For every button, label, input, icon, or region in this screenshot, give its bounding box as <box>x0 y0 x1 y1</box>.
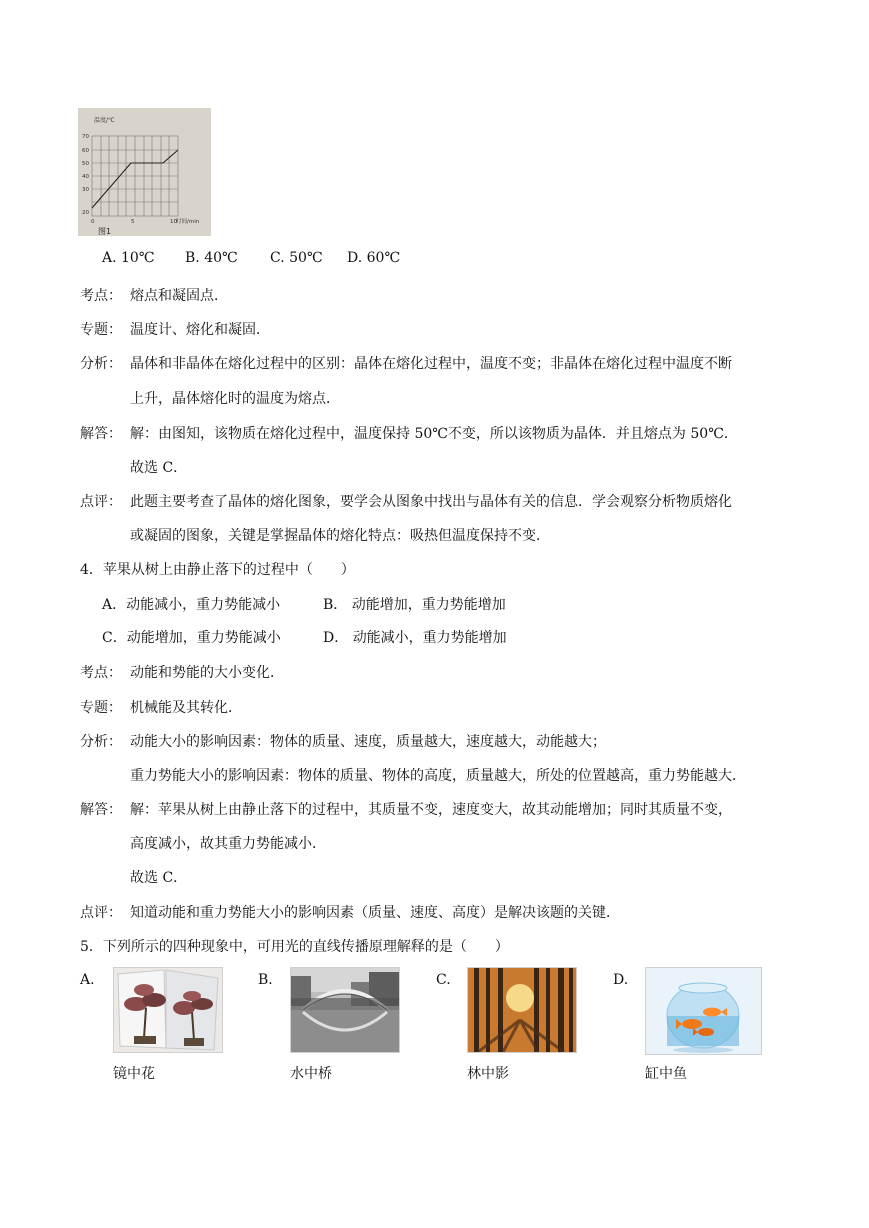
q3-fenxi-line1: 晶体和非晶体在熔化过程中的区别：晶体在熔化过程中，温度不变；非晶体在熔化过程中温度不断 <box>130 356 732 372</box>
q5-option-c-caption: 林中影 <box>467 1066 509 1082</box>
q4-dianping-label: 点评： <box>80 905 122 921</box>
q5-stem: 5．下列所示的四种现象中，可用光的直线传播原理解释的是（ ） <box>80 939 509 955</box>
q3-fenxi-line2: 上升，晶体熔化时的温度为熔点． <box>130 391 340 407</box>
q5-option-d-caption: 缸中鱼 <box>645 1066 687 1082</box>
q3-jieda-label: 解答： <box>80 426 122 442</box>
ytick: 60 <box>82 148 89 154</box>
q4-jieda-line2: 高度减小，故其重力势能减小． <box>130 836 326 852</box>
q4-jieda-line1: 解：苹果从树上由静止落下的过程中，其质量不变，速度变大，故其动能增加；同时其质量不变， <box>130 802 732 818</box>
bridge-reflection-image[interactable] <box>290 967 400 1053</box>
q4-option-a[interactable]: A．动能减小，重力势能减小 <box>102 597 281 613</box>
fishbowl-image[interactable] <box>645 967 762 1055</box>
ytick: 30 <box>82 187 89 193</box>
q4-jieda-label: 解答： <box>80 802 122 818</box>
figure-caption: 图1 <box>98 227 112 236</box>
q3-jieda-line2: 故选 C． <box>130 460 188 476</box>
ytick: 50 <box>82 161 89 167</box>
q4-kaodian: 动能和势能的大小变化． <box>130 665 284 681</box>
graph-xlabel: 时间/min <box>176 219 200 225</box>
q4-fenxi-line1: 动能大小的影响因素：物体的质量、速度，质量越大，速度越大，动能越大； <box>130 734 606 750</box>
ytick: 70 <box>82 134 89 140</box>
q4-option-d[interactable]: D． 动能减小，重力势能增加 <box>323 630 507 646</box>
q4-stem: 4．苹果从树上由静止落下的过程中（ ） <box>80 562 355 578</box>
forest-shadow-image[interactable] <box>467 967 577 1053</box>
xtick: 0 <box>91 219 95 225</box>
q3-zhuanti: 温度计、熔化和凝固． <box>130 322 270 338</box>
q3-dianping-line2: 或凝固的图象，关键是掌握晶体的熔化特点：吸热但温度保持不变． <box>130 528 550 544</box>
q4-fenxi-label: 分析： <box>80 734 122 750</box>
q3-dianping-line1: 此题主要考查了晶体的熔化图象，要学会从图象中找出与晶体有关的信息．学会观察分析物质熔化 <box>130 494 732 510</box>
melting-graph-figure <box>78 108 211 236</box>
q3-option-d[interactable]: D. 60℃ <box>347 250 401 266</box>
q4-fenxi-line2: 重力势能大小的影响因素：物体的质量、物体的高度，质量越大，所处的位置越高，重力势能越大． <box>130 768 746 784</box>
q3-jieda-line1: 解：由图知，该物质在熔化过程中，温度保持 50℃不变，所以该物质为晶体．并且熔点为 50℃． <box>130 426 738 442</box>
q3-option-b[interactable]: B. 40℃ <box>185 250 238 266</box>
q3-zhuanti-label: 专题： <box>80 322 122 338</box>
q3-dianping-label: 点评： <box>80 494 122 510</box>
q3-option-a[interactable]: A. 10℃ <box>102 250 155 266</box>
graph-ylabel: 温度/℃ <box>94 117 115 124</box>
q5-option-b-letter[interactable]: B. <box>258 972 273 988</box>
q4-jieda-line3: 故选 C． <box>130 870 188 886</box>
q5-option-d-letter[interactable]: D. <box>613 972 629 988</box>
q3-option-c[interactable]: C. 50℃ <box>270 250 323 266</box>
melting-graph <box>78 108 211 236</box>
q3-fenxi-label: 分析： <box>80 356 122 372</box>
ytick: 40 <box>82 174 89 180</box>
q3-kaodian: 熔点和凝固点． <box>130 288 228 304</box>
q4-zhuanti: 机械能及其转化． <box>130 700 242 716</box>
q4-dianping-line1: 知道动能和重力势能大小的影响因素（质量、速度、高度）是解决该题的关键． <box>130 905 620 921</box>
q4-option-b[interactable]: B． 动能增加，重力势能增加 <box>323 597 506 613</box>
q3-kaodian-label: 考点： <box>80 288 122 304</box>
q5-option-a-letter[interactable]: A. <box>80 972 95 988</box>
q4-zhuanti-label: 专题： <box>80 700 122 716</box>
mirror-flower-image[interactable] <box>113 967 223 1053</box>
q5-option-a-caption: 镜中花 <box>113 1066 155 1082</box>
xtick: 10 <box>170 219 177 225</box>
xtick: 5 <box>131 219 135 225</box>
q5-option-c-letter[interactable]: C. <box>436 972 451 988</box>
q5-option-b-caption: 水中桥 <box>290 1066 332 1082</box>
ytick: 20 <box>82 210 89 216</box>
q4-kaodian-label: 考点： <box>80 665 122 681</box>
q4-option-c[interactable]: C．动能增加，重力势能减小 <box>102 630 281 646</box>
